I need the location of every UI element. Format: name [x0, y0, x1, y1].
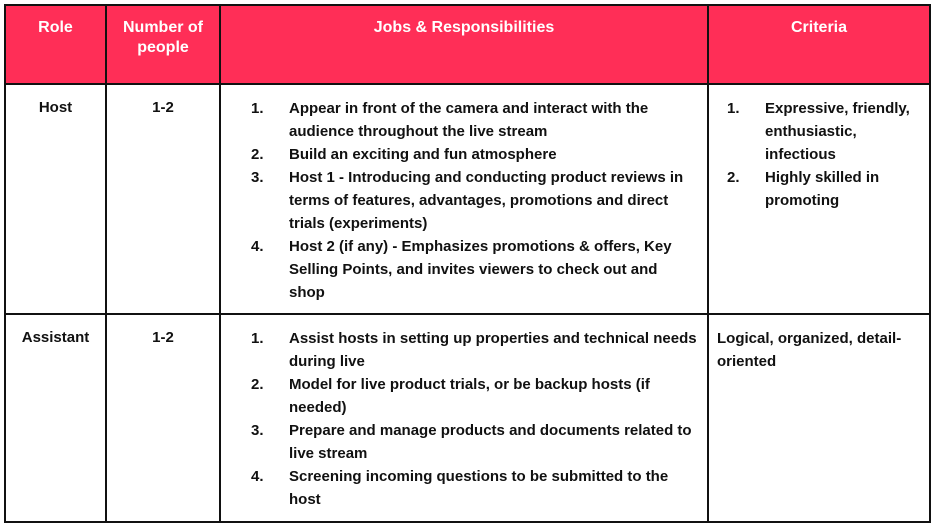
list-number: 1.	[251, 100, 264, 117]
list-text: Prepare and manage products and documents related to live stream	[289, 422, 692, 462]
roles-table	[4, 4, 931, 523]
list-text: Highly skilled in promoting	[765, 169, 880, 209]
list-number: 1.	[727, 100, 740, 117]
role-cell: Assistant	[5, 314, 106, 522]
number-cell: 1-2	[106, 314, 220, 522]
list-text: Appear in front of the camera and interact with the audience throughout the live stream	[289, 100, 649, 140]
header-row	[5, 5, 930, 84]
list-item	[251, 373, 697, 419]
jobs-list	[251, 97, 697, 304]
list-item	[727, 166, 917, 212]
role-cell: Host	[5, 84, 106, 314]
header-criteria: Criteria	[708, 5, 930, 84]
list-text: Host 2 (if any) - Emphasizes promotions & offers, Key Selling Points, and invites viewers to check out and shop	[289, 238, 672, 301]
criteria-cell	[708, 84, 930, 314]
list-item	[251, 419, 697, 465]
list-text: Expressive, friendly, enthusiastic, infectious	[765, 100, 910, 163]
table-row-assistant	[5, 314, 930, 522]
header-role: Role	[5, 5, 106, 84]
jobs-cell	[220, 314, 708, 522]
table-row-host	[5, 84, 930, 314]
list-text: Build an exciting and fun atmosphere	[289, 146, 557, 163]
list-item	[251, 327, 697, 373]
header-number-of-people: Number of people	[106, 5, 220, 84]
list-text: Host 1 - Introducing and conducting product reviews in terms of features, advantages, promotions and direct trials (experiments)	[289, 169, 684, 232]
list-text: Assist hosts in setting up properties and technical needs during live	[289, 330, 697, 370]
list-number: 2.	[251, 376, 264, 393]
list-item	[251, 465, 697, 511]
list-text: Screening incoming questions to be submitted to the host	[289, 468, 669, 508]
list-number: 3.	[251, 422, 264, 439]
list-number: 2.	[727, 169, 740, 186]
jobs-list	[251, 327, 697, 511]
list-number: 4.	[251, 468, 264, 485]
header-jobs-responsibilities: Jobs & Responsibilities	[220, 5, 708, 84]
criteria-cell: Logical, organized, detail-oriented	[708, 314, 930, 522]
list-item	[251, 166, 697, 235]
list-item	[727, 97, 917, 166]
list-number: 1.	[251, 330, 264, 347]
list-item	[251, 235, 697, 304]
jobs-cell	[220, 84, 708, 314]
criteria-list	[727, 97, 917, 212]
list-number: 3.	[251, 169, 264, 186]
list-number: 2.	[251, 146, 264, 163]
list-item	[251, 97, 697, 143]
list-text: Model for live product trials, or be backup hosts (if needed)	[289, 376, 650, 416]
list-item	[251, 143, 697, 166]
list-number: 4.	[251, 238, 264, 255]
number-cell: 1-2	[106, 84, 220, 314]
